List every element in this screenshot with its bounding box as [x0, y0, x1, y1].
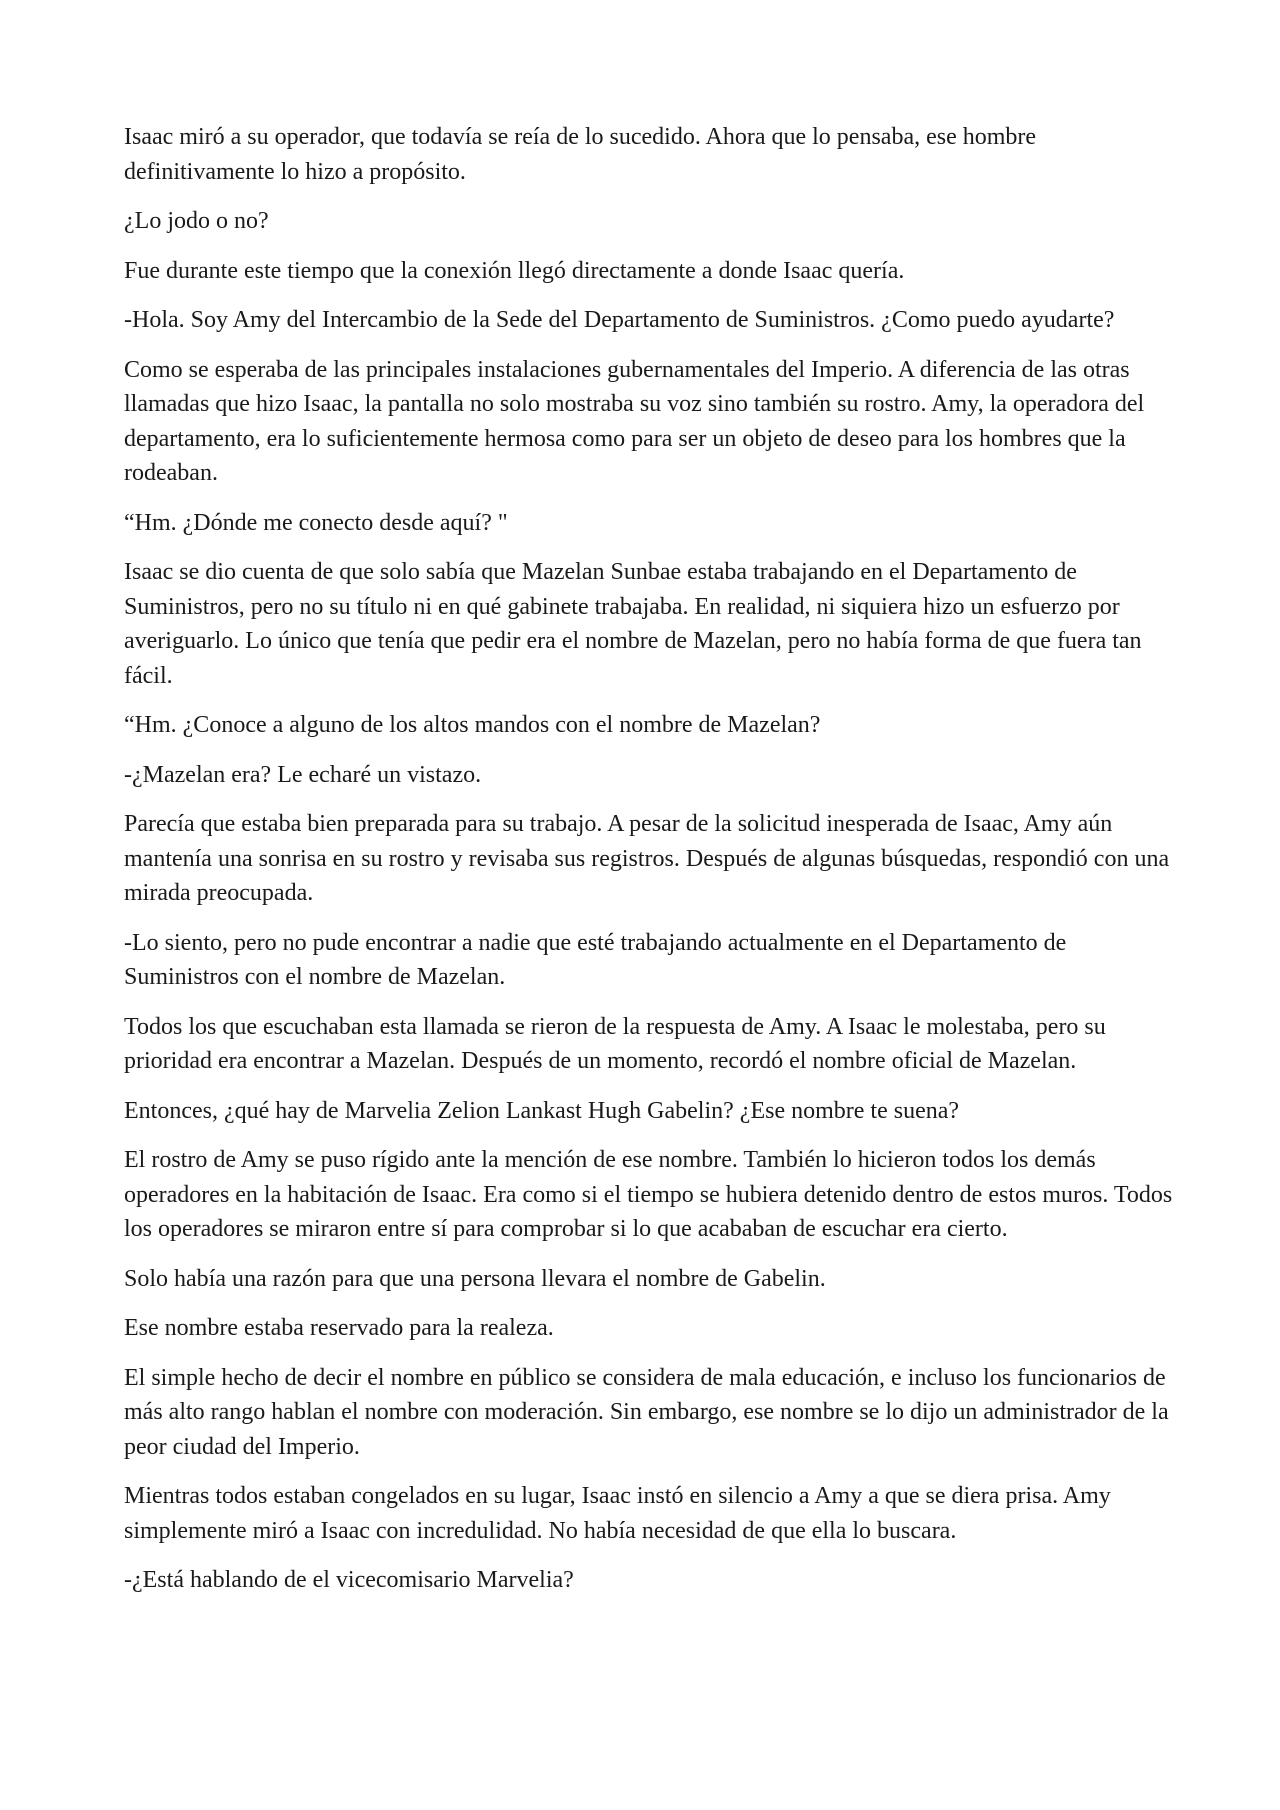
- paragraph: “Hm. ¿Conoce a alguno de los altos mandos con el nombre de Mazelan?: [124, 712, 821, 738]
- paragraph: ¿Lo jodo o no?: [124, 208, 269, 234]
- paragraph: -Lo siento, pero no pude encontrar a nadie que esté trabajando actualmente en el Departamento de Suministros con el nombre de Mazelan.: [124, 929, 1067, 990]
- paragraph: Isaac se dio cuenta de que solo sabía que Mazelan Sunbae estaba trabajando en el Departamento de Suministros, pero no su título ni en qué gabinete trabajaba. En realidad, ni siquiera hizo un esfuerzo por averiguarlo. Lo único que tenía que pedir era el nombre de Mazelan, pero no había forma de que fuera tan fácil.: [124, 559, 1142, 689]
- paragraph: Todos los que escuchaban esta llamada se rieron de la respuesta de Amy. A Isaac le molestaba, pero su prioridad era encontrar a Mazelan. Después de un momento, recordó el nombre oficial de Mazelan.: [124, 1013, 1106, 1074]
- paragraph: Entonces, ¿qué hay de Marvelia Zelion Lankast Hugh Gabelin? ¿Ese nombre te suena?: [124, 1097, 960, 1124]
- paragraph: Como se esperaba de las principales instalaciones gubernamentales del Imperio. A diferencia de las otras llamadas que hizo Isaac, la pantalla no solo mostraba su voz sino también su rostro. Amy, la operadora del departamento, era lo suficientemente hermosa como para ser un objeto de deseo para los hombres que la rodeaban.: [124, 356, 1145, 486]
- paragraph: -¿Está hablando de el vicecomisario Marvelia?: [124, 1567, 574, 1593]
- paragraph: Mientras todos estaban congelados en su lugar, Isaac instó en silencio a Amy a que se diera prisa. Amy simplemente miró a Isaac con incredulidad. No había necesidad de que ella lo buscara.: [124, 1483, 1111, 1544]
- paragraph: Solo había una razón para que una persona llevara el nombre de Gabelin.: [124, 1265, 826, 1292]
- paragraph: Ese nombre estaba reservado para la realeza.: [124, 1315, 554, 1341]
- document-page: [124, 120, 1174, 1613]
- paragraph: Fue durante este tiempo que la conexión llegó directamente a donde Isaac quería.: [124, 257, 905, 284]
- paragraph: Parecía que estaba bien preparada para su trabajo. A pesar de la solicitud inesperada de Isaac, Amy aún mantenía una sonrisa en su rostro y revisaba sus registros. Después de algunas búsquedas, respondió con una mirada preocupada.: [124, 811, 1170, 906]
- paragraph: -¿Mazelan era? Le echaré un vistazo.: [124, 761, 482, 788]
- paragraph: Isaac miró a su operador, que todavía se reía de lo sucedido. Ahora que lo pensaba, ese hombre definitivamente lo hizo a propósito.: [124, 124, 1037, 185]
- paragraph: “Hm. ¿Dónde me conecto desde aquí? ": [124, 509, 508, 536]
- paragraph: -Hola. Soy Amy del Intercambio de la Sede del Departamento de Suministros. ¿Como puedo ayudarte?: [124, 307, 1115, 333]
- paragraph: El rostro de Amy se puso rígido ante la mención de ese nombre. También lo hicieron todos los demás operadores en la habitación de Isaac. Era como si el tiempo se hubiera detenido dentro de estos muros. Todos los operadores se miraron entre sí para comprobar si lo que acababan de escuchar era cierto.: [124, 1147, 1173, 1242]
- paragraph: El simple hecho de decir el nombre en público se considera de mala educación, e incluso los funcionarios de más alto rango hablan el nombre con moderación. Sin embargo, ese nombre se lo dijo un administrador de la peor ciudad del Imperio.: [124, 1364, 1169, 1460]
